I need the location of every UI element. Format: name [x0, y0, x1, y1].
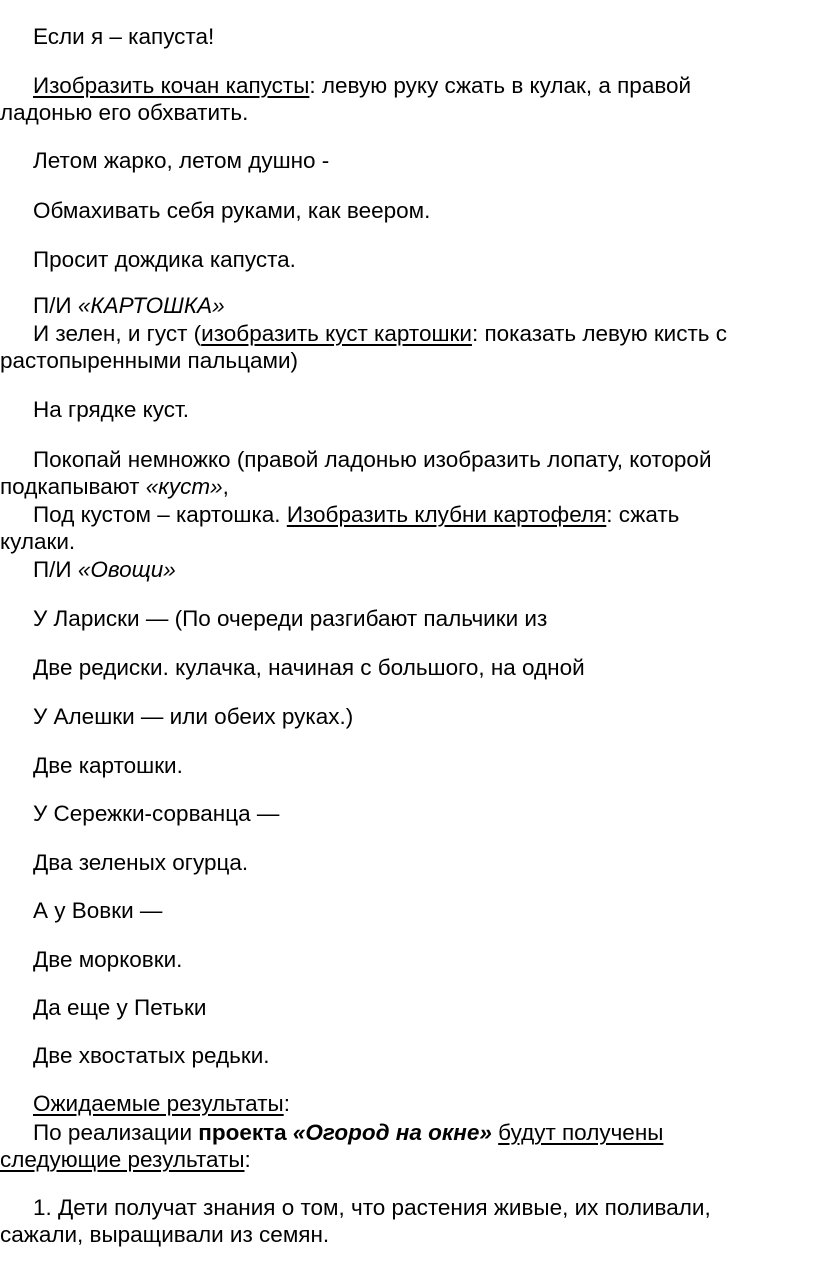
paragraph [0, 23, 816, 50]
underlined-text: Изобразить клубни картофеля [286, 502, 607, 527]
text: 1. Дети получат знания о том, что растения живые, их поливали, [33, 1195, 711, 1220]
underlined-text: будут получены [498, 1120, 664, 1145]
heading-prefix: П/И [33, 293, 78, 318]
paragraph [0, 246, 816, 273]
text: : сжать [606, 502, 680, 527]
paragraph [0, 320, 816, 347]
text: Две картошки. [33, 753, 183, 778]
italic-text: «куст» [145, 474, 223, 499]
section-heading [0, 292, 816, 319]
bold-italic-text: «Огород на окне» [292, 1120, 492, 1145]
text: Если я – капуста! [33, 24, 215, 49]
underlined-text: Изобразить кочан капусты [33, 73, 310, 98]
paragraph [0, 1119, 816, 1146]
text: сажали, выращивали из семян. [0, 1222, 330, 1247]
section-heading [0, 556, 816, 583]
list-item [0, 1194, 816, 1221]
text: У Алешки — или обеих руках.) [33, 704, 354, 729]
text: Покопай немножко (правой ладонью изобразить лопату, которой [33, 447, 712, 472]
text: ладонью его обхватить. [0, 100, 249, 125]
text: кулаки. [0, 529, 76, 554]
heading-prefix: П/И [33, 557, 78, 582]
verse-line [0, 994, 816, 1021]
text: : показать левую кисть с [471, 321, 728, 346]
verse-line [0, 800, 816, 827]
text: Две хвостатых редьки. [33, 1043, 270, 1068]
paragraph-continuation [0, 347, 816, 374]
paragraph-continuation [0, 1146, 816, 1173]
text: У Сережки-сорванца — [33, 801, 280, 826]
text: И зелен, и густ ( [33, 321, 202, 346]
verse-line [0, 897, 816, 924]
text: Два зеленых огурца. [33, 850, 249, 875]
text: : [283, 1091, 290, 1116]
paragraph [0, 72, 816, 99]
paragraph [0, 501, 816, 528]
paragraph [0, 147, 816, 174]
verse-line [0, 849, 816, 876]
text: : [244, 1147, 251, 1172]
text: Под кустом – картошка. [33, 502, 287, 527]
verse-line [0, 752, 816, 779]
text: Обмахивать себя руками, как веером. [33, 198, 431, 223]
heading-title: «КАРТОШКА» [77, 293, 225, 318]
underlined-text: следующие результаты [0, 1147, 245, 1172]
paragraph [0, 197, 816, 224]
verse-line [0, 946, 816, 973]
paragraph [0, 396, 816, 423]
text: Да еще у Петьки [33, 995, 207, 1020]
text: А у Вовки — [33, 898, 163, 923]
paragraph-continuation [0, 1221, 816, 1248]
verse-line [0, 605, 816, 632]
text: : левую руку сжать в кулак, а правой [309, 73, 692, 98]
verse-line [0, 654, 816, 681]
verse-line [0, 703, 816, 730]
text: растопыренными пальцами) [0, 348, 299, 373]
text: , [222, 474, 229, 499]
underlined-text: Ожидаемые результаты [33, 1091, 284, 1116]
text: Просит дождика капуста. [33, 247, 296, 272]
paragraph [0, 446, 816, 473]
text: На грядке куст. [33, 397, 190, 422]
paragraph-continuation [0, 528, 816, 555]
section-heading [0, 1090, 816, 1117]
text: Летом жарко, летом душно - [33, 148, 330, 173]
text: подкапывают [0, 474, 146, 499]
text: По реализации [33, 1120, 199, 1145]
bold-text: проекта [198, 1120, 293, 1145]
paragraph-continuation [0, 99, 816, 126]
text: Две редиски. кулачка, начиная с большого, на одной [33, 655, 585, 680]
paragraph-continuation [0, 473, 816, 500]
underlined-text: изобразить куст картошки [201, 321, 472, 346]
text: Две морковки. [33, 947, 183, 972]
heading-title: «Овощи» [77, 557, 176, 582]
text: У Лариски — (По очереди разгибают пальчики из [33, 606, 548, 631]
verse-line [0, 1042, 816, 1069]
